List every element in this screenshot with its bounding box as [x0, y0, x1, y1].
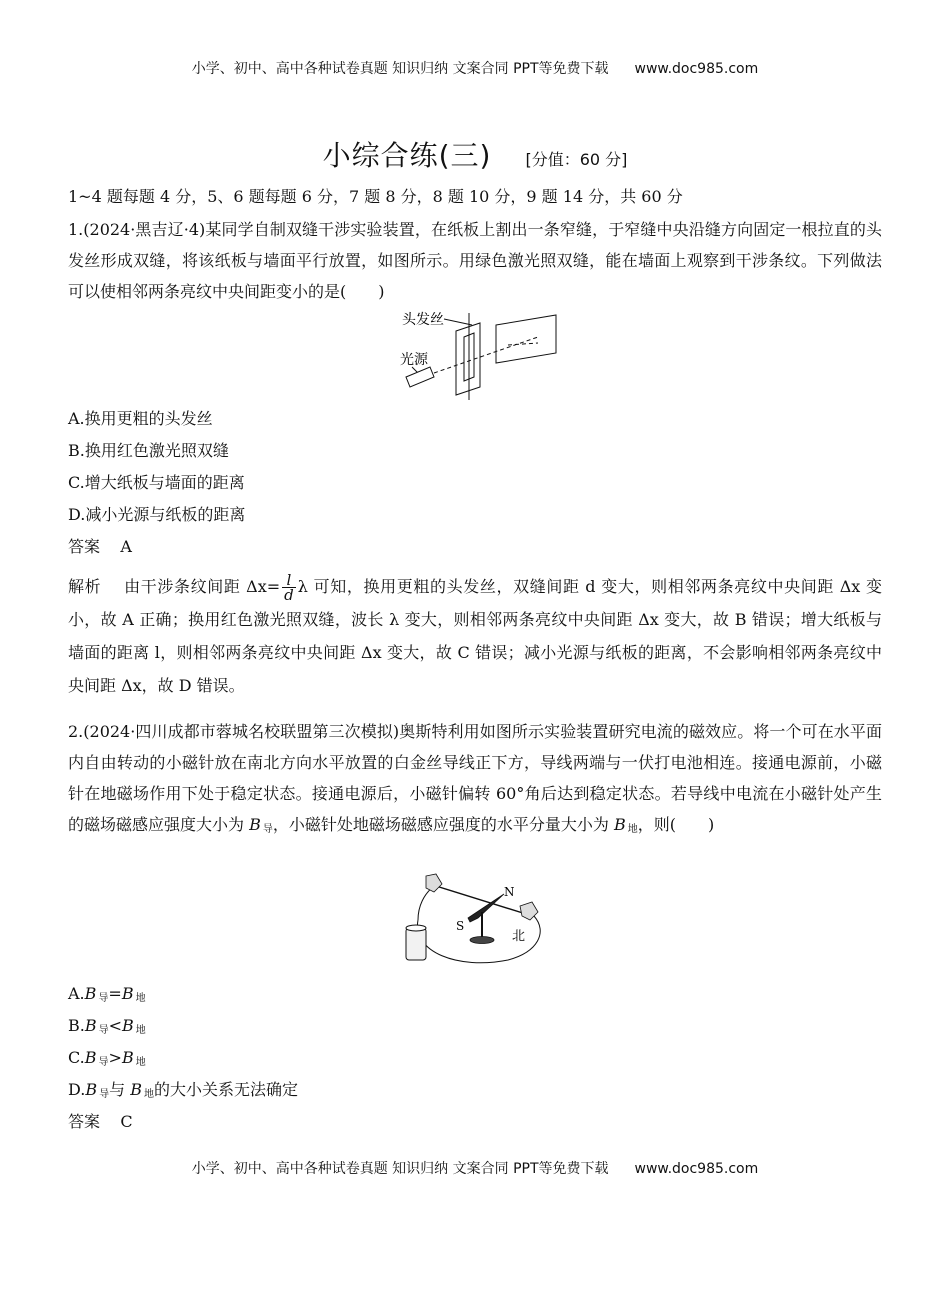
q2-option-b-b1: B	[84, 1016, 97, 1035]
q2-stem-part3: ，则( )	[637, 815, 715, 834]
title-row	[0, 134, 950, 174]
footer-site[interactable]: www.doc985.com	[634, 1161, 759, 1177]
q2-option-c-b1: B	[84, 1048, 97, 1067]
q2-option-a-sub1: 导	[98, 993, 109, 1004]
page-header	[0, 58, 950, 78]
page-title: 小综合练(三)	[322, 139, 492, 172]
b-dao-sub: 导	[262, 824, 273, 835]
q1-analysis	[68, 570, 882, 702]
compass-stand	[470, 937, 494, 944]
q2-option-c-sub1: 导	[98, 1057, 109, 1068]
q2-option-b-sub1: 导	[98, 1025, 109, 1036]
frac-denominator: d	[284, 586, 294, 604]
q2-option-d-sub1: 导	[99, 1089, 110, 1100]
q2-answer-value: C	[120, 1112, 133, 1131]
q2-option-c-b2: B	[121, 1048, 134, 1067]
board-shape	[456, 323, 480, 395]
q1-analysis-label: 解析	[68, 577, 102, 596]
q1-option-c: C.增大纸板与墙面的距离	[68, 473, 245, 492]
q2-option-a-sub2: 地	[135, 993, 146, 1004]
frac-numerator: l	[282, 573, 296, 588]
q1-fig-label-hair: 头发丝	[402, 312, 444, 328]
q2-option-c-rel: >	[108, 1048, 122, 1067]
q2-option-d-b1: B	[85, 1080, 98, 1099]
b-di-sub: 地	[627, 824, 638, 835]
q2-option-d-sub2: 地	[143, 1089, 154, 1100]
q2-stem	[68, 716, 882, 845]
q1-figure	[388, 305, 568, 400]
q2-option-c	[68, 1044, 146, 1077]
q2-answer	[68, 1108, 133, 1136]
battery-shape	[406, 928, 426, 960]
q2-option-b	[68, 1012, 146, 1045]
q2-option-a-rel: =	[108, 984, 122, 1003]
score-summary: 1~4 题每题 4 分，5、6 题每题 6 分，7 题 8 分，8 题 10 分，9 题 14 分，共 60 分	[68, 187, 683, 206]
fig-n-label: N	[504, 885, 515, 899]
q1-fig-label-source: 光源	[400, 352, 428, 368]
q1-answer	[68, 533, 132, 561]
q1-option-d: D.减小光源与纸板的距离	[68, 505, 246, 524]
q2-figure	[398, 872, 548, 970]
q2-answer-label: 答案	[68, 1112, 101, 1131]
q2-stem-part2: ，小磁针处地磁场磁感应强度的水平分量大小为	[272, 815, 614, 834]
q2-option-a	[68, 980, 146, 1013]
q2-option-a-prefix: A.	[68, 984, 85, 1003]
q1-stem: 1.(2024·黑吉辽·4)某同学自制双缝干涉实验装置，在纸板上割出一条窄缝，于窄缝中央沿缝方向固定一根拉直的头发丝形成双缝，将该纸板与墙面平行放置，如图所示。用绿色激光照双缝，能在墙面上观察到干涉条纹。下列做法可以使相邻两条亮纹中央间距变小的是( )	[68, 220, 882, 301]
header-site[interactable]: www.doc985.com	[634, 61, 759, 77]
q2-option-c-prefix: C.	[68, 1048, 85, 1067]
q2-option-c-sub2: 地	[135, 1057, 146, 1068]
q2-option-b-sub2: 地	[135, 1025, 146, 1036]
q2-option-d-tail: 的大小关系无法确定	[153, 1080, 298, 1099]
q2-option-d-b2: B	[130, 1080, 142, 1099]
fig-s-label: S	[456, 919, 465, 933]
light-source-shape	[406, 367, 434, 387]
q2-option-b-b2: B	[122, 1016, 134, 1035]
footer-text: 小学、初中、高中各种试卷真题 知识归纳 文案合同 PPT等免费下载	[191, 1161, 609, 1177]
q2-option-b-rel: <	[108, 1016, 123, 1035]
q1-option-b: B.换用红色激光照双缝	[68, 441, 229, 460]
q2-option-b-prefix: B.	[68, 1016, 85, 1035]
q2-option-a-b2: B	[121, 984, 134, 1003]
b-di-symbol: B	[613, 815, 626, 834]
b-dao-symbol: B	[249, 815, 261, 834]
wall-shape	[496, 315, 556, 363]
q1-answer-value: A	[120, 537, 132, 556]
score-label: [分值：60 分]	[525, 150, 628, 169]
fig-north-label: 北	[512, 929, 526, 944]
q2-option-d-mid: 与	[109, 1080, 131, 1099]
q2-option-d	[68, 1076, 298, 1109]
q2-option-d-prefix: D.	[68, 1080, 86, 1099]
q1-fraction	[282, 573, 296, 602]
q1-analysis-part2: λ 可知，换用更粗的头发丝，双缝间距 d 变大，则相邻两条亮纹中央间距 Δx 变小，故 A 正确；换用红色激光照双缝，波长 λ 变大，则相邻两条亮纹中央间距 Δx 变大，故 B 错误；增大纸板与墙面的距离 l，则相邻两条亮纹中央间距 Δx 变大，故 C 错误；减小光源与纸板的距离，不会影响相邻两条亮纹中央间距 Δx，故 D 错误。	[68, 577, 882, 695]
q1-option-a: A.换用更粗的头发丝	[68, 409, 213, 428]
q1-answer-label: 答案	[68, 537, 101, 556]
page-footer	[0, 1158, 950, 1178]
left-hand	[426, 874, 442, 892]
q2-stem-part1: 2.(2024·四川成都市蓉城名校联盟第三次模拟)奥斯特利用如图所示实验装置研究电流的磁效应。将一个可在水平面内自由转动的小磁针放在南北方向水平放置的白金丝导线正下方，导线两端与一伏打电池相连。接通电源前，小磁针在地磁场作用下处于稳定状态。接通电源后，小磁针偏转 60°角后达到稳定状态。若导线中电流在小磁针处产生的磁场磁感应强度大小为	[68, 722, 882, 834]
header-text: 小学、初中、高中各种试卷真题 知识归纳 文案合同 PPT等免费下载	[191, 61, 609, 77]
q1-analysis-part1: 由干涉条纹间距 Δx=	[124, 577, 281, 596]
q2-option-a-b1: B	[84, 984, 97, 1003]
